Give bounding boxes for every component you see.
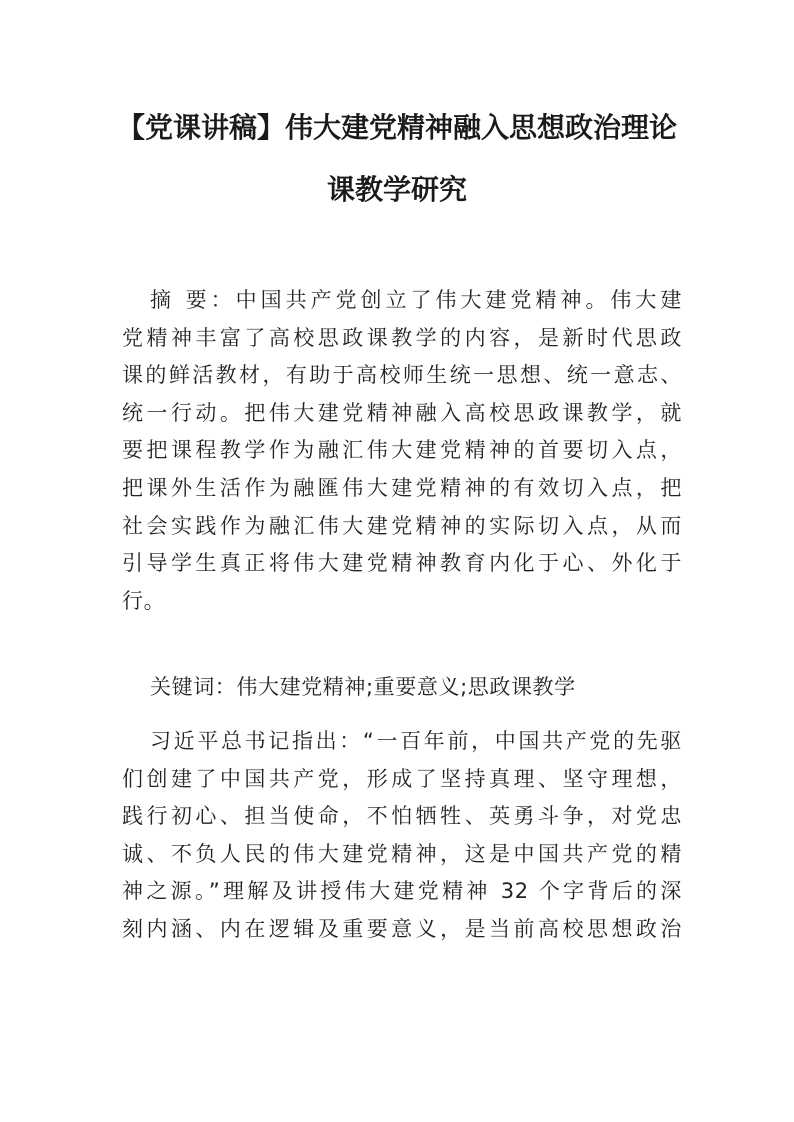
document-title-line-1: 【党课讲稿】伟大建党精神融入思想政治理论 — [116, 111, 677, 144]
body-line: 神之源。”理解及讲授伟大建党精神 32 个字背后的深 — [122, 879, 682, 904]
body-line: 刻内涵、内在逻辑及重要意义，是当前高校思想政治 — [122, 916, 682, 941]
keywords-paragraph — [122, 669, 682, 707]
abstract-line: 引导学生真正将伟大建党精神教育内化于心、外化于 — [122, 551, 682, 576]
body-line: 诚、不负人民的伟大建党精神，这是中国共产党的精 — [122, 841, 682, 866]
abstract-line: 党精神丰富了高校思政课教学的内容，是新时代思政 — [122, 325, 682, 350]
abstract-line: 要把课程教学作为融汇伟大建党精神的首要切入点， — [122, 438, 682, 463]
abstract-line: 摘 要：中国共产党创立了伟大建党精神。伟大建 — [150, 288, 682, 312]
abstract-line: 社会实践作为融汇伟大建党精神的实际切入点，从而 — [122, 513, 682, 538]
abstract-line: 课的鲜活教材，有助于高校师生统一思想、统一意志、 — [122, 363, 682, 388]
body-line: 们创建了中国共产党，形成了坚持真理、坚守理想， — [122, 766, 682, 791]
keywords-line: 关键词：伟大建党精神;重要意义;思政课教学 — [150, 675, 576, 699]
abstract-line: 统一行动。把伟大建党精神融入高校思政课教学，就 — [122, 400, 682, 425]
body-paragraph — [122, 723, 682, 949]
body-line: 习近平总书记指出：“一百年前，中国共产党的先驱 — [150, 729, 682, 753]
document-title-line-2: 课教学研究 — [326, 173, 467, 206]
abstract-line: 行。 — [122, 588, 166, 613]
abstract-paragraph — [122, 282, 682, 620]
abstract-line: 把课外生活作为融匯伟大建党精神的有效切入点，把 — [122, 475, 682, 500]
body-line: 践行初心、担当使命，不怕牺牲、英勇斗争，对党忠 — [122, 804, 682, 829]
